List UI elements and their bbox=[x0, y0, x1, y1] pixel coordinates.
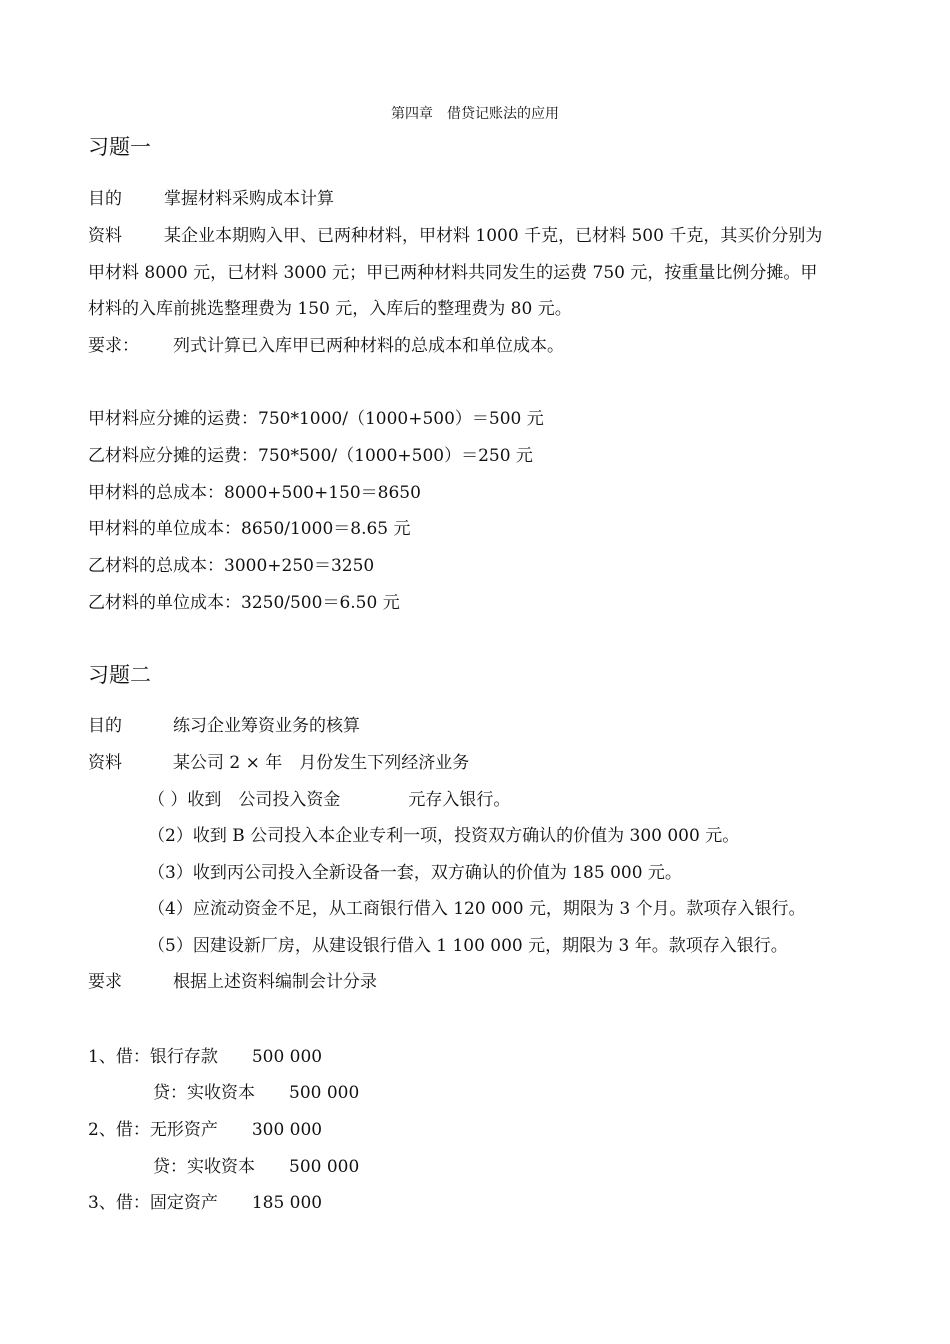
business-item: （5）因建设新厂房，从建设银行借入 1 100 000 元，期限为 3 年。款项存入银行。 bbox=[148, 936, 788, 956]
business-item: （ ）收到 公司投入资金 元存入银行。 bbox=[148, 790, 511, 810]
requirement-text: 根据上述资料编制会计分录 bbox=[173, 972, 377, 992]
data-text: 某企业本期购入甲、已两种材料，甲材料 1000 千克，已材料 500 千克，其买价分别为 bbox=[164, 226, 823, 246]
business-item: （4）应流动资金不足，从工商银行借入 120 000 元，期限为 3 个月。款项存入银行。 bbox=[148, 899, 806, 919]
requirement-text: 列式计算已入库甲已两种材料的总成本和单位成本。 bbox=[173, 336, 564, 356]
journal-entry: 2、借：无形资产 300 000 bbox=[88, 1120, 323, 1140]
journal-entry: 贷：实收资本 500 000 bbox=[153, 1157, 360, 1177]
answer-line: 甲材料的总成本：8000+500+150＝8650 bbox=[88, 483, 421, 503]
answer-line: 乙材料的总成本：3000+250＝3250 bbox=[88, 556, 375, 576]
answer-line: 甲材料的单位成本：8650/1000＝8.65 元 bbox=[88, 519, 411, 539]
exercise-2-requirement bbox=[88, 967, 377, 992]
exercise-1-data-line-1 bbox=[88, 221, 822, 246]
data-intro: 某公司 2 × 年 月份发生下列经济业务 bbox=[173, 753, 470, 773]
journal-entry: 3、借：固定资产 185 000 bbox=[88, 1193, 323, 1213]
answer-line: 甲材料应分摊的运费：750*1000/（1000+500）＝500 元 bbox=[88, 409, 544, 429]
answer-line: 乙材料应分摊的运费：750*500/（1000+500）＝250 元 bbox=[88, 446, 533, 466]
data-label: 资料 bbox=[88, 226, 122, 246]
exercise-1-data-line-3: 材料的入库前挑选整理费为 150 元，入库后的整理费为 80 元。 bbox=[88, 299, 572, 319]
business-item: （3）收到丙公司投入全新设备一套，双方确认的价值为 185 000 元。 bbox=[148, 863, 682, 883]
data-label: 资料 bbox=[88, 753, 122, 773]
exercise-1-data-line-2: 甲材料 8000 元，已材料 3000 元；甲已两种材料共同发生的运费 750 元，按重量比例分摊。甲 bbox=[88, 263, 818, 283]
exercise-1-requirement bbox=[88, 331, 564, 356]
exercise-2-purpose bbox=[88, 711, 360, 736]
requirement-label: 要求： bbox=[88, 336, 139, 356]
answer-line: 乙材料的单位成本：3250/500＝6.50 元 bbox=[88, 593, 400, 613]
purpose-label: 目的 bbox=[88, 716, 122, 736]
purpose-text: 练习企业筹资业务的核算 bbox=[173, 716, 360, 736]
exercise-1-purpose bbox=[88, 184, 334, 209]
requirement-label: 要求 bbox=[88, 972, 122, 992]
purpose-label: 目的 bbox=[88, 189, 122, 209]
exercise-2-heading: 习题二 bbox=[88, 663, 151, 687]
chapter-title: 第四章 借贷记账法的应用 bbox=[391, 106, 559, 122]
business-item: （2）收到 B 公司投入本企业专利一项，投资双方确认的价值为 300 000 元。 bbox=[148, 826, 740, 846]
exercise-2-data bbox=[88, 748, 469, 773]
journal-entry: 贷：实收资本 500 000 bbox=[153, 1083, 360, 1103]
journal-entry: 1、借：银行存款 500 000 bbox=[88, 1047, 323, 1067]
exercise-1-heading: 习题一 bbox=[88, 135, 151, 159]
purpose-text: 掌握材料采购成本计算 bbox=[164, 189, 334, 209]
